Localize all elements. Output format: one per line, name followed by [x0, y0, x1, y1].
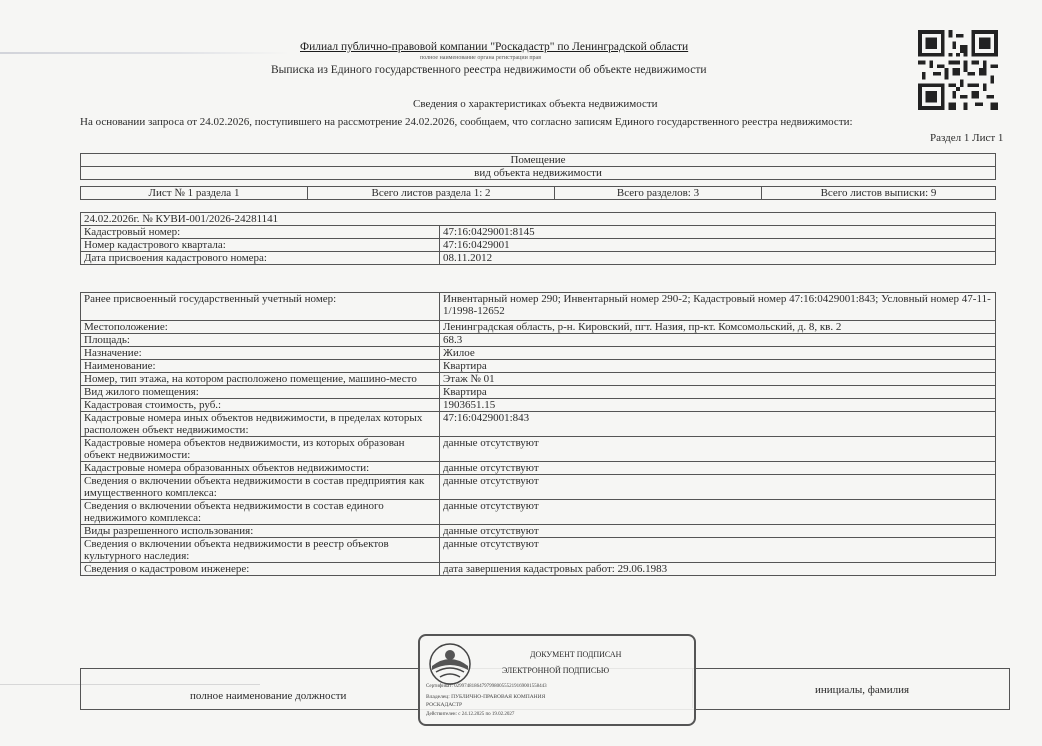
- row-label: Кадастровые номера образованных объектов недвижимости:: [81, 462, 440, 475]
- row-value: Квартира: [440, 360, 996, 373]
- position-label: полное наименование должности: [190, 690, 347, 702]
- row-value: 08.11.2012: [440, 252, 996, 265]
- row-label: Наименование:: [81, 360, 440, 373]
- basis-text: На основании запроса от 24.02.2026, поступившего на рассмотрение 24.02.2026, сообщаем, что согласно записям Единого государственного реестра недвижимости:: [80, 116, 853, 128]
- row-label: Сведения о включении объекта недвижимости в состав предприятия как имущественного комплекса:: [81, 475, 440, 500]
- section-sheet: Раздел 1 Лист 1: [930, 132, 1004, 144]
- row-value: данные отсутствуют: [440, 525, 996, 538]
- row-value: 47:16:0429001:8145: [440, 226, 996, 239]
- total-sections: Всего разделов: 3: [555, 187, 762, 200]
- row-label: Кадастровая стоимость, руб.:: [81, 399, 440, 412]
- table-row: [81, 347, 996, 360]
- row-value: Жилое: [440, 347, 996, 360]
- object-name: Помещение: [81, 154, 996, 167]
- row-value: 68.3: [440, 334, 996, 347]
- object-kind-label: вид объекта недвижимости: [81, 167, 996, 180]
- table-row: [81, 293, 996, 321]
- row-value: 47:16:0429001: [440, 239, 996, 252]
- row-value: данные отсутствуют: [440, 462, 996, 475]
- sheet-number: Лист № 1 раздела 1: [81, 187, 308, 200]
- row-label: Кадастровый номер:: [81, 226, 440, 239]
- row-value: дата завершения кадастровых работ: 29.06.1983: [440, 563, 996, 576]
- row-label: Кадастровые номера иных объектов недвижимости, в пределах которых расположен объект недвижимости:: [81, 412, 440, 437]
- section-heading: Сведения о характеристиках объекта недвижимости: [413, 98, 658, 110]
- row-label: Вид жилого помещения:: [81, 386, 440, 399]
- e-signature-stamp: [418, 634, 696, 726]
- row-label: Номер кадастрового квартала:: [81, 239, 440, 252]
- table-row: [81, 563, 996, 576]
- row-label: Сведения о кадастровом инженере:: [81, 563, 440, 576]
- row-label: Сведения о включении объекта недвижимости в реестр объектов культурного наследия:: [81, 538, 440, 563]
- row-value: данные отсутствуют: [440, 538, 996, 563]
- table-row: [81, 538, 996, 563]
- row-value: данные отсутствуют: [440, 500, 996, 525]
- qr-code-icon: [918, 30, 998, 110]
- row-value: Квартира: [440, 386, 996, 399]
- table-row: [81, 412, 996, 437]
- row-value: Этаж № 01: [440, 373, 996, 386]
- roskadastr-logo-icon: [428, 642, 472, 686]
- table-row: [81, 462, 996, 475]
- document-title: Выписка из Единого государственного реестра недвижимости об объекте недвижимости: [271, 64, 707, 76]
- stamp-valid: Действителен: с 24.12.2025 по 19.02.2027: [426, 712, 515, 717]
- row-value: 47:16:0429001:843: [440, 412, 996, 437]
- table-row: [81, 373, 996, 386]
- table-row: [81, 475, 996, 500]
- row-value: 1903651.15: [440, 399, 996, 412]
- table-row: [81, 334, 996, 347]
- stamp-line1: ДОКУМЕНТ ПОДПИСАН: [530, 650, 622, 659]
- total-sheets-section: Всего листов раздела 1: 2: [308, 187, 555, 200]
- stamp-owner2: РОСКАДАСТР: [426, 702, 463, 708]
- row-label: Сведения о включении объекта недвижимости в состав единого недвижимого комплекса:: [81, 500, 440, 525]
- table-row: [81, 226, 996, 239]
- sheet-info-table: [80, 186, 996, 200]
- table-row: [81, 386, 996, 399]
- registry-number: 24.02.2026г. № КУВИ-001/2026-24281141: [81, 213, 996, 226]
- table-row: [81, 500, 996, 525]
- name-label: инициалы, фамилия: [815, 684, 910, 696]
- row-label: Кадастровые номера объектов недвижимости, из которых образован объект недвижимости:: [81, 437, 440, 462]
- scan-artifact: [0, 52, 290, 54]
- branch-title: Филиал публично-правовой компании "Роскадастр" по Ленинградской области: [300, 41, 689, 53]
- total-sheets-extract: Всего листов выписки: 9: [762, 187, 996, 200]
- registry-table: [80, 212, 996, 265]
- row-value: Инвентарный номер 290; Инвентарный номер 290-2; Кадастровый номер 47:16:0429001:843; Условный номер 47-11-1/1998-12652: [440, 293, 996, 321]
- row-label: Площадь:: [81, 334, 440, 347]
- table-row: [81, 321, 996, 334]
- row-value: данные отсутствуют: [440, 475, 996, 500]
- row-label: Ранее присвоенный государственный учетный номер:: [81, 293, 440, 321]
- table-row: [81, 399, 996, 412]
- table-row: [81, 239, 996, 252]
- row-label: Назначение:: [81, 347, 440, 360]
- characteristics-table: [80, 292, 996, 576]
- row-value: Ленинградская область, р-н. Кировский, пгт. Назия, пр-кт. Комсомольский, д. 8, кв. 2: [440, 321, 996, 334]
- row-value: данные отсутствуют: [440, 437, 996, 462]
- stamp-certificate: Сертификат: 0299748186479799800555219169001558443: [426, 684, 547, 689]
- stamp-owner: Владелец: ПУБЛИЧНО-ПРАВОВАЯ КОМПАНИЯ: [426, 694, 546, 700]
- table-row: [81, 437, 996, 462]
- row-label: Дата присвоения кадастрового номера:: [81, 252, 440, 265]
- stamp-line2: ЭЛЕКТРОННОЙ ПОДПИСЬЮ: [502, 666, 610, 675]
- table-row: [81, 360, 996, 373]
- authority-note: полное наименование органа регистрации прав: [420, 55, 542, 61]
- row-label: Местоположение:: [81, 321, 440, 334]
- row-label: Номер, тип этажа, на котором расположено помещение, машино-место: [81, 373, 440, 386]
- table-row: [81, 525, 996, 538]
- table-row: [81, 252, 996, 265]
- object-kind-table: [80, 153, 996, 180]
- row-label: Виды разрешенного использования:: [81, 525, 440, 538]
